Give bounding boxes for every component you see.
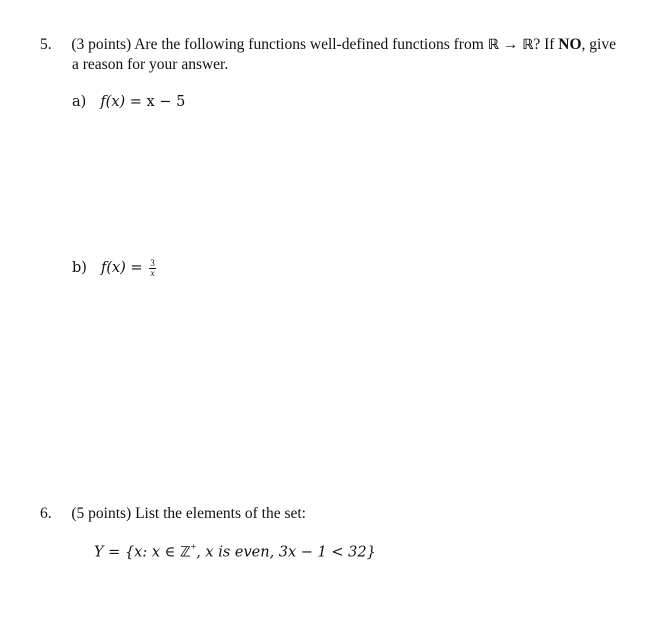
fraction-numerator: 3: [150, 258, 155, 268]
part-a-function: f(x): [100, 94, 126, 110]
part-b-label: b): [72, 260, 87, 277]
part-a-label: a): [72, 94, 87, 110]
question-5-text-after: ? If: [533, 36, 559, 53]
fraction-denominator: x: [150, 268, 155, 278]
question-5-line1: [40, 36, 616, 54]
integers-symbol: ℤ: [179, 544, 191, 561]
set-definition: [94, 542, 376, 561]
set-def-start: = {x: x ∈: [103, 544, 180, 561]
question-6-points: (5 points): [71, 505, 132, 522]
question-5-part-b: [72, 259, 156, 278]
question-6-line1: [40, 505, 306, 523]
question-6-text: List the elements of the set:: [131, 505, 306, 522]
part-b-equals: =: [125, 260, 148, 277]
question-5-number: 5.: [40, 36, 52, 53]
question-5-text-before: Are the following functions well-defined functions from: [131, 36, 488, 53]
question-5-text-end: , give: [581, 36, 616, 53]
set-def-end: , x is even, 3x − 1 < 32}: [196, 544, 376, 561]
part-b-fraction: [149, 259, 156, 278]
integers-plus-superscript: +: [190, 542, 197, 553]
question-5-points: (3 points): [71, 36, 132, 53]
part-b-function: f(x): [100, 260, 126, 277]
question-5-part-a: [72, 93, 185, 111]
arrow: →: [498, 36, 523, 53]
question-5-bold-no: NO: [558, 36, 582, 53]
set-name: Y: [94, 544, 104, 561]
question-6-number: 6.: [40, 505, 52, 522]
real-numbers-symbol-codomain: ℝ: [522, 37, 534, 53]
part-a-expression: = x − 5: [125, 94, 186, 110]
real-numbers-symbol-domain: ℝ: [487, 37, 499, 53]
question-5-line2: a reason for your answer.: [72, 56, 229, 73]
